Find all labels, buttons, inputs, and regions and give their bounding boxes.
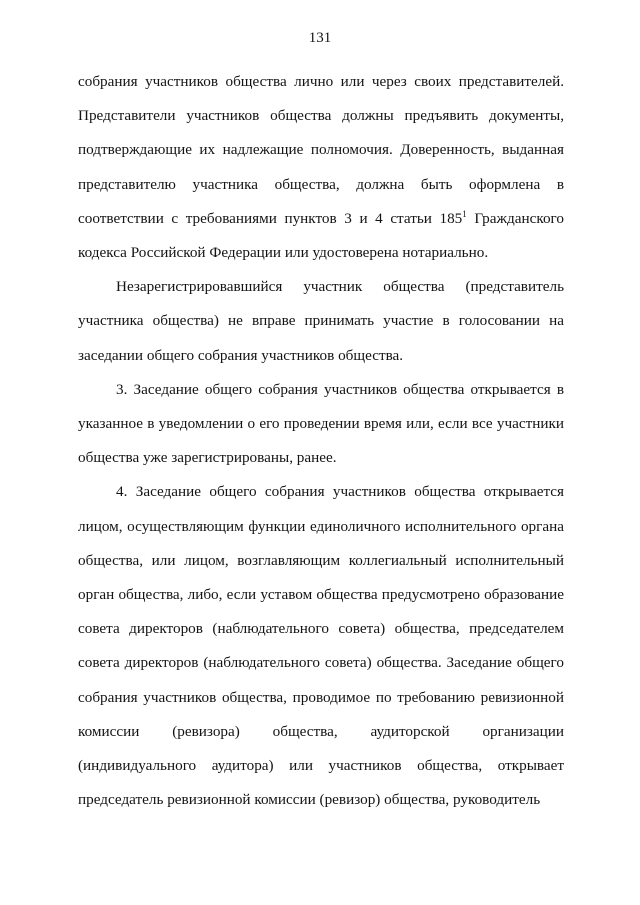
footnote-superscript: 1 (462, 208, 467, 219)
paragraph-item-3: 3. Заседание общего собрания участников общества открывается в указанное в уведомлении о его проведении время или, если все участники общества уже зарегистрированы, ранее. (78, 380, 564, 467)
paragraph-unregistered-participant: Незарегистрировавшийся участник общества (представитель участника общества) не вправе принимать участие в голосовании на заседании общего собрания участников общества. (78, 278, 564, 364)
page-number: 131 (308, 30, 332, 46)
paragraph-text-tail: Гражданского кодекса Российской Федерации или удостоверена нотариально. (78, 209, 564, 262)
paragraph-item-4: 4. Заседание общего собрания участников общества открывается лицом, осуществляющим функции единоличного исполнительного органа общества, или лицом, возглавляющим коллегиальный исполнительный орган общества, либо, если уставом общества предусмотрено образование совета директоров (наблюдательного совета) общества, председателем совета директоров (наблюдательного совета) общества. Заседание общего собрания участников общества, проводимое по требованию ревизионной комиссии (ревизора) общества, аудиторской организации (индивидуального аудитора) или участников общества, открывает председатель ревизионной комиссии (ревизор) общества, руководитель (78, 483, 564, 809)
document-body (78, 65, 564, 817)
paragraph-text: собрания участников общества лично или через своих представителей. Представители участников общества должны предъявить документы, подтверждающие их надлежащие полномочия. Доверенность, выданная представителю участника общества, должна быть оформлена в соответствии с требованиями пунктов 3 и 4 статьи 185 (78, 73, 564, 227)
paragraph-continuation (78, 65, 564, 270)
